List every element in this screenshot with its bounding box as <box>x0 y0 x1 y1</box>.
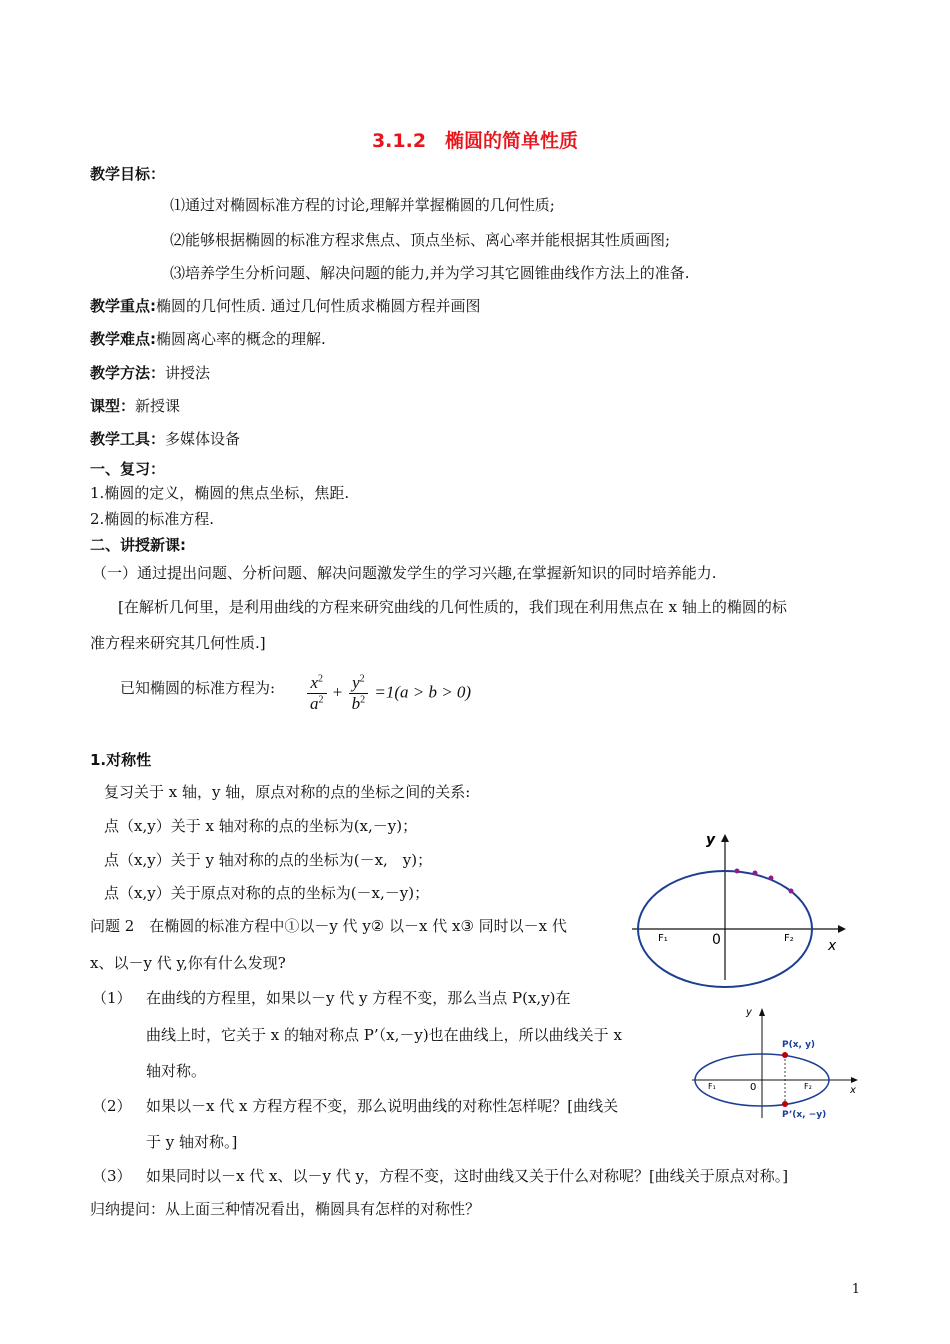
page-title: 3.1.2 椭圆的简单性质 <box>371 130 579 152</box>
question-2-line-1: 问题 2 在椭圆的标准方程中①以－y 代 y② 以－x 代 x③ 同时以－x 代 <box>90 917 567 935</box>
lesson-type-row <box>90 395 180 416</box>
goal-item-3: ⑶培养学生分析问题、解决问题的能力,并为学习其它圆锥曲线作方法上的准备. <box>170 264 690 282</box>
ellipse-figure-2 <box>688 1000 863 1125</box>
point-p <box>782 1052 788 1058</box>
answer-1-line-2: 曲线上时，它关于 x 的轴对称点 P’（x,－y)也在曲线上，所以曲线关于 x <box>146 1026 622 1044</box>
goal-item-2: ⑵能够根据椭圆的标准方程求焦点、顶点坐标、离心率并能根据其性质画图; <box>170 231 671 249</box>
review-item-1: 1.椭圆的定义，椭圆的焦点坐标，焦距. <box>90 484 350 502</box>
answer-2-line-1: 如果以－x 代 x 方程方程不变，那么说明曲线的对称性怎样呢？[曲线关 <box>146 1097 619 1115</box>
lesson-type-label: 课型： <box>90 397 136 415</box>
answer-1-number: （1） <box>92 989 132 1007</box>
ellipse-point <box>769 876 774 881</box>
bracket-line-2: 准方程来研究其几何性质.] <box>90 634 266 652</box>
x-axis-arrow <box>851 1077 858 1083</box>
newlesson-intro: （一）通过提出问题、分析问题、解决问题激发学生的学习兴趣,在掌握新知识的同时培养能力. <box>92 564 717 582</box>
symmetry-line-1: 复习关于 x 轴，y 轴，原点对称的点的坐标之间的关系: <box>104 783 471 801</box>
x-axis-arrow <box>838 925 846 933</box>
symmetry-line-4: 点（x,y）关于原点对称的点的坐标为(－x,－y)； <box>104 884 430 902</box>
lesson-type-text: 新授课 <box>135 397 181 415</box>
symmetry-heading: 1.对称性 <box>90 751 152 769</box>
origin-label: 0 <box>750 1082 757 1093</box>
point-p-prime-label: P’(x, −y) <box>782 1110 827 1120</box>
bracket-line-1: [在解析几何里，是利用曲线的方程来研究曲线的几何性质的，我们现在利用焦点在 x 轴上的椭圆的标 <box>118 598 787 616</box>
origin-label: 0 <box>712 932 721 948</box>
newlesson-heading: 二、讲授新课: <box>90 536 186 554</box>
ellipse-figure-1 <box>628 830 848 990</box>
ellipse-equation: $\frac{x^2}{a^2}$ + $\frac{y^2}{b^2}$ =1(a > b > 0) <box>305 673 471 714</box>
focus-f2-label: F₂ <box>784 933 794 944</box>
symmetry-line-3: 点（x,y）关于 y 轴对称的点的坐标为(－x, y)； <box>104 851 433 869</box>
summary-question: 归纳提问：从上面三种情况看出，椭圆具有怎样的对称性？ <box>90 1200 481 1218</box>
review-item-2: 2.椭圆的标准方程. <box>90 510 215 528</box>
method-label: 教学方法： <box>90 364 166 382</box>
x-label: x <box>850 1085 856 1096</box>
point-p-prime <box>782 1101 788 1107</box>
equation-label: 已知椭圆的标准方程为: <box>120 679 276 697</box>
difficulty-row <box>90 328 326 349</box>
difficulty-text: 椭圆离心率的概念的理解. <box>156 330 326 348</box>
goal-item-1: ⑴通过对椭圆标准方程的讨论,理解并掌握椭圆的几何性质; <box>170 196 555 214</box>
answer-3-line-1: 如果同时以－x 代 x、以－y 代 y，方程不变，这时曲线又关于什么对称呢？[曲线关于原点对称。] <box>146 1167 789 1185</box>
focus-label: 教学重点: <box>90 297 156 315</box>
page-number: 1 <box>851 1282 860 1297</box>
y-label: y <box>746 1007 752 1018</box>
question-2-line-2: x、以－y 代 y,你有什么发现? <box>90 954 286 972</box>
goals-label: 教学目标： <box>90 165 166 183</box>
review-heading: 一、复习： <box>90 460 166 478</box>
tools-row <box>90 428 240 449</box>
point-p-label: P(x, y) <box>782 1040 816 1050</box>
difficulty-label: 教学难点: <box>90 330 156 348</box>
focus-f1-label: F₁ <box>708 1082 716 1091</box>
answer-2-number: （2） <box>92 1097 132 1115</box>
ellipse-point <box>735 869 740 874</box>
y-axis-arrow <box>759 1008 765 1016</box>
fraction-x: $\frac{x^2}{a^2}$ <box>307 673 327 714</box>
tools-text: 多媒体设备 <box>165 430 241 448</box>
x-label: x <box>828 938 837 954</box>
ellipse-point <box>789 889 794 894</box>
tools-label: 教学工具： <box>90 430 166 448</box>
focus-row <box>90 295 481 316</box>
answer-1-line-1: 在曲线的方程里，如果以－y 代 y 方程不变，那么当点 P(x,y)在 <box>146 989 571 1007</box>
method-text: 讲授法 <box>165 364 211 382</box>
answer-2-line-2: 于 y 轴对称。] <box>146 1133 238 1151</box>
focus-f2-label: F₂ <box>804 1082 812 1091</box>
answer-1-line-3: 轴对称。 <box>146 1062 207 1080</box>
symmetry-line-2: 点（x,y）关于 x 轴对称的点的坐标为(x,－y)； <box>104 817 418 835</box>
answer-3-number: （3） <box>92 1167 132 1185</box>
fraction-y: $\frac{y^2}{b^2}$ <box>349 673 369 714</box>
focus-f1-label: F₁ <box>658 933 668 944</box>
y-axis-arrow <box>721 834 729 842</box>
y-label: y <box>706 832 716 848</box>
method-row <box>90 362 210 383</box>
ellipse-point <box>753 871 758 876</box>
focus-text: 椭圆的几何性质. 通过几何性质求椭圆方程并画图 <box>156 297 481 315</box>
